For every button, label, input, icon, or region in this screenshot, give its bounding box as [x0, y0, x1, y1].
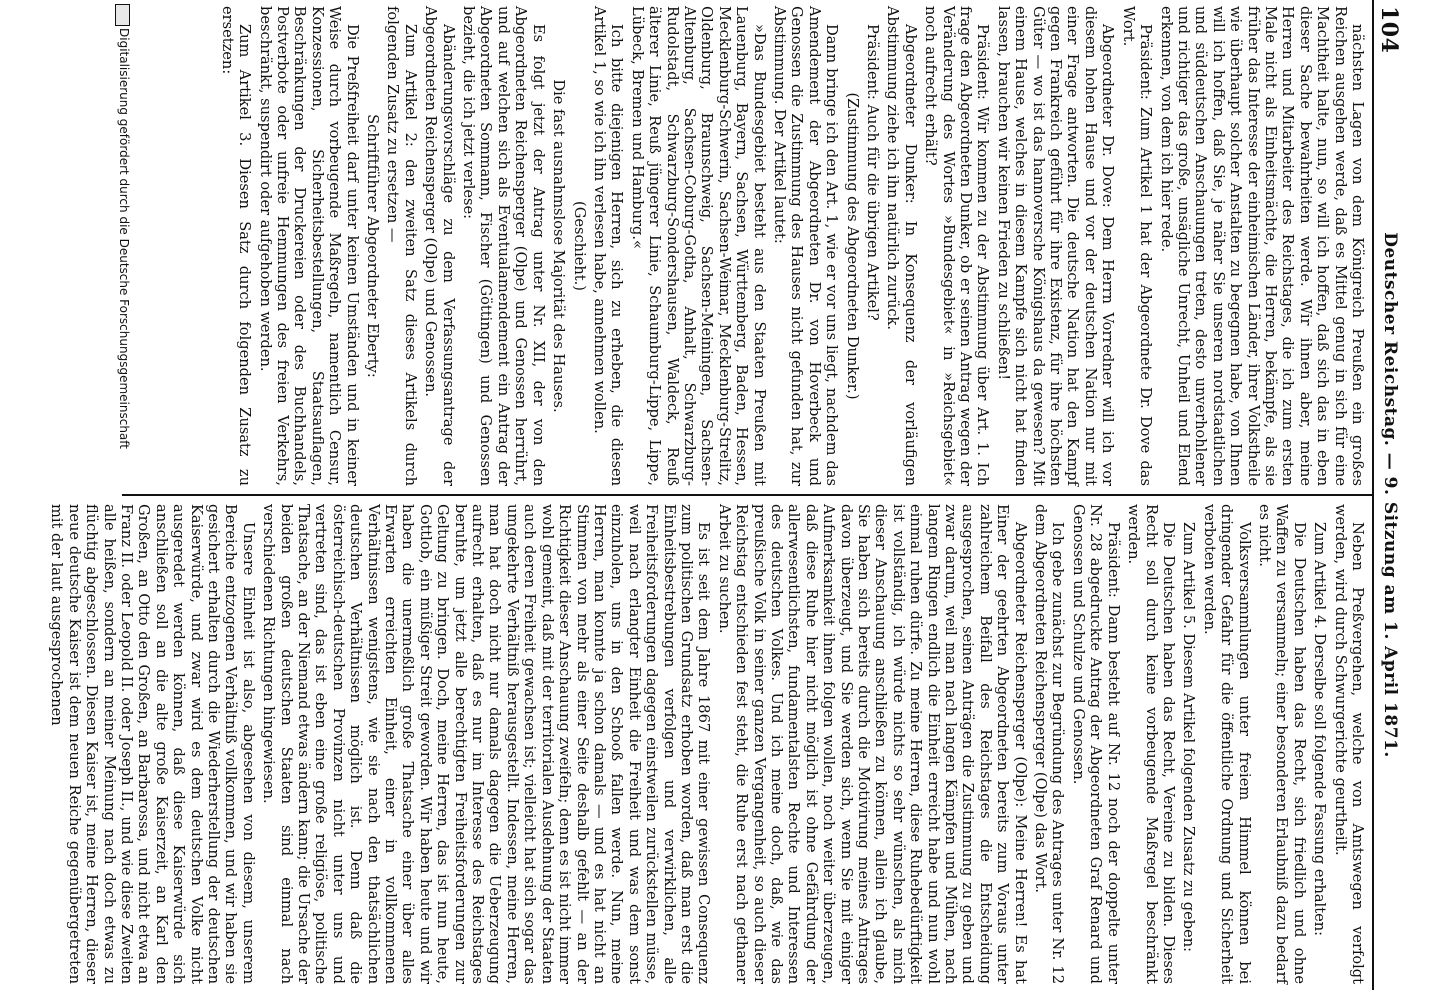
- paragraph: Unsere Einheit ist also, abgesehen von diesem, unserem Bereiche entzogenen Verhältniß vollkommen, und wir haben sie gesichert erhalten durch die Wiederherstellung der deutschen Kaiserwürde, und zwar wird es dem deutschen Volke nicht ausgeredet werden können, daß diese Kaiserwürde sich anschließen soll an die alte große Kaiserzeit, an Karl den Großen, an Otto den Großen, an Barbarossa, und nicht etwa an Franz II. oder Leopold II. oder Joseph II., und wie diese Zweiten alle heißen, sondern an meiner Meinung nach doch etwas zu flüchtig abgeschlossen. Diesen Kaiser ist, meine Herren, dieser neue deutsche Kaiser ist dem neuen Reiche gegenübergetreten mit der laut ausgesprochenen: [48, 504, 257, 984]
- paragraph: Die fast ausnahmslose Majorität des Hauses.: [550, 79, 568, 413]
- digitization-credit: Digitalisierung gefördert durch die Deutsche Forschungsgemeinschaft: [117, 28, 131, 450]
- paragraph: Abgeordneter Dr. Dove: Dem Herrn Vorredner will ich vor diesem hohen Hause und vor der deutschen Nation nur mit einer Frage antworten. Die deutsche Nation hat den Kampf gegen Frankreich geführt für ihre Existenz, für ihre höchsten Güter — wo ist das hannoversche Königshaus da gewesen? Mit einem Hause, welches in diesem Kampfe sich nicht hat finden lassen, brauchen wir keinen Frieden zu schließen!: [994, 6, 1117, 486]
- paragraph: Dann bringe ich den Art. 1, wie er vor uns liegt, nachdem das Amendement der Abgeordneten Dr. von Hoverbeck und Genossen die Zustimmung des Hauses nicht gefunden hat, zur Abstimmung. Der Artikel lautet:: [771, 6, 841, 486]
- paragraph: Abänderungsvorschläge zu dem Verfassungsantrage der Abgeordneten Reichensperger (Olpe) und Genossen.: [422, 6, 457, 486]
- digitization-footer: [112, 0, 132, 990]
- paragraph: Zum Artikel 5. Diesem Artikel folgenden Zusatz zu geben:: [1180, 522, 1198, 953]
- paragraph: Die Preßfreiheit darf unter keinen Umständen und in keiner Weise durch vorbeugende Maßregeln, namentlich Censur, Konzessionen, Sicherheitsbestellungen, Staatsauflagen, Beschränkungen der Druckereien oder des Buchhandels, Postverbote oder unfreie Hemmungen des freien Verkehrs, beschränkt, suspendirt oder aufgehoben werden.: [256, 6, 361, 486]
- dfg-logo: [115, 4, 130, 26]
- paragraph: Volksversammlungen unter freiem Himmel können bei dringender Gefahr für die öffentliche Ordnung und Sicherheit verboten werden.: [1200, 504, 1253, 984]
- page-number: 104: [1376, 6, 1402, 54]
- column-divider: [122, 494, 1374, 496]
- paragraph: nächsten Lagen von dem Königreich Preußen ein großes Reichen ausgehen werde, daß es Mittel genug in sich für eine Machtheit halte, nun, so will ich hoffen, daß sich das in eben dieser Sache bewahrheiten werde. Wir ihnen aber, meine Herren und Mitarbeiter des Reichstages, die ich zum ersten Male nicht als Einheitsmächte, die Herren, bekämpfe, als sie früher das Interesse der einheimischen Länder, ihrer Volkstheile wie überhaupt solcher Anstalten zu begegnen habe, von Ihnen will ich hoffen, daß Sie, je näher Sie unseren nordstaatlichen und süddeutschen Anschauungen treten, desto unverhohlener und richtiger das große, unsägliche Unrecht, Unheil und Elend erkennen, von dem ich hier rede.: [1157, 6, 1366, 486]
- paragraph: Präsident: Dann besteht auf Nr. 12 noch der doppelte unter Nr. 28 abgedruckte Antrag der Abgeordneten Graf Renard und Genossen und Schulze und Genossen.: [1069, 504, 1122, 984]
- paragraph: Präsident: Zum Artikel 1 hat der Abgeordnete Dr. Dove das Wort.: [1119, 6, 1155, 486]
- paragraph: Die Deutschen haben das Recht, sich friedlich und ohne Waffen zu versammeln; einer besonderen Erlaubniß dazu bedarf es nicht.: [1255, 504, 1308, 984]
- page-running-title: Deutscher Reichstag. — 9. Sitzung am 1. April 1871.: [1380, 232, 1400, 758]
- page-header: [1374, 0, 1404, 990]
- paragraph: Es folgt jetzt der Antrag unter Nr. XII, der von den Abgeordneten Reichensperger (Olpe) und Genossen herrührt, und auf welchen sich als Eventualamendement ein Antrag der Abgeordneten Sommann, Fischer (Göttingen) und Genossen bezieht, die ich jetzt verlese:: [460, 6, 547, 486]
- paragraph: Präsident: Wir kommen zu der Abstimmung über Art. 1. Ich frage den Abgeordneten Dunker, ob er seinen Antrag wegen der Veränderung des Wortes »Bundesgebiet« in »Reichsgebiet« noch aufrecht erhält?: [922, 6, 992, 486]
- paragraph: Schriftführer Abgeordneter Eberty:: [364, 114, 382, 378]
- paragraph: Abgeordneter Dunker: In Konsequenz der vorläufigen Abstimmung ziehe ich ihn natürlich zurück.: [884, 6, 919, 486]
- paragraph: Die Deutschen haben das Recht, Vereine zu bilden. Dieses Recht soll durch keine vorbeugende Maßregel beschränkt werden.: [1125, 504, 1177, 984]
- paragraph: Es ist seit dem Jahre 1867 mit einer gewissen Consequenz zum politischen Grundsatz erhoben worden, daß man erst die Einheitsbestrebungen verfolgen und verwirklichen, alle Freiheitsforderungen dagegen einstweilen zurückstellen müsse, weil nach erlangter Einheit die Freiheit und was dem sonst einzuholen, uns in den Schooß fallen werde. Nun, meine Herren, man konnte ja schon damals — und es hat nicht an Stimmen von mehr als einer Seite deshalb gefehlt — an der Richtigkeit dieser Anschauung zweifeln; denn es ist nicht immer wohl gemeint, daß mit der territorialen Ausdehnung der Staaten auch deren Freiheit gewachsen ist; vielleicht hat sich sogar das umgekehrte Verhältniß herausgestellt. Indessen, meine Herren, man hat doch nicht nur damals dagegen die Ueberzeugung aufrecht erhalten, daß es nur im Interesse des Reichstages beruhte, um jetzt alle berechtigten Freiheitsforderungen zur Geltung zu bringen. Doch, meine Herren, das ist nun heute, Gottlob, ein müßiger Streit geworden. Wir haben heute und wir haben die unermeßlich große Thatsache einer über alles Erwarten erreichten Einheit, einer in vollkommenen Verhältnissen wenigstens, wie sie nach den thatsächlichen deutschen Verhältnissen möglich ist. Denn daß die österreichisch-deutschen Provinzen nicht unter uns und vertreten sind, das ist eben eine große religiöse, politische Thatsache, an der Niemand etwas ändern kann; die Ursache der beiden großen deutschen Staaten sind einmal nach verschiedenen Richtungen hingewiesen.: [260, 504, 713, 984]
- paragraph: Zum Artikel 4. Derselbe soll folgende Fassung erhalten:: [1311, 522, 1329, 937]
- paragraph: Zum Artikel 3. Diesen Satz durch folgenden Zusatz zu ersetzen:: [218, 6, 254, 486]
- paragraph: (Geschieht.): [570, 201, 588, 291]
- paragraph: Präsident: Auch für die übrigen Artikel?: [864, 24, 882, 321]
- paragraph: Zum Artikel 2: den zweiten Satz dieses Artikels durch folgenden Zusatz zu ersetzen —: [384, 6, 419, 486]
- left-column: [126, 6, 1366, 486]
- paragraph: »Das Bundesgebiet besteht aus den Staaten Preußen mit Lauenburg, Bayern, Sachsen, Württemberg, Baden, Hessen, Mecklenburg-Schwerin, Sachsen-Weimar, Mecklenburg-Strelitz, Oldenburg, Braunschweig, Sachsen-Meiningen, Sachsen-Altenburg, Sachsen-Coburg-Gotha, Anhalt, Schwarzburg-Rudolstadt, Schwarzburg-Sondershausen, Waldeck, Reuß älterer Linie, Reuß jüngerer Linie, Schaumburg-Lippe, Lippe, Lübeck, Bremen und Hamburg.«: [628, 6, 768, 486]
- right-column: [48, 504, 1366, 984]
- paragraph: Ich bitte diejenigen Herren, sich zu erheben, die diesen Artikel 1, so wie ich ihn verlesen habe, annehmen wollen.: [590, 6, 626, 486]
- paragraph: (Zustimmung des Abgeordneten Dunker.): [843, 92, 861, 400]
- paragraph: Abgeordneter Reichensperger (Olpe): Meine Herren! Es hat Einer der geehrten Abgeordneten bereits zum Voraus unter zahlreichem Beifall des Reichstages die Entscheidung ausgesprochen, seinen Anträgen die Zustimmung zu geben und zwar darum, weil man nach langen Kämpfen und Mühen, nach langem Ringen endlich die Einheit erreicht habe und nun wohl einmal ruhen dürfe. Zu meine Herren, diese Ruhebedürftigkeit ist vollständig, ich würde nichts so sehr wünschen, als mich dieser Anschauung anschließen zu können, allein ich glaube, Sie haben sich bereits durch die Motivirung meines Antrages davon überzeugt, und Sie werden sich, wenn Sie mit einiger Aufmerksamkeit ihnen folgen wollen, noch weiter überzeugen, daß diese Ruhe hier nicht möglich ist ohne Gefährdung der allerwesentlichsten, fundamentalsten Rechte und Interessen des deutschen Volkes. Und ich meine doch, daß, wie das preußische Volk in seiner ganzen Vergangenheit, so auch dieser Reichstag entschieden fest steht, die Ruhe erst nach gethaner Arbeit zu suchen.: [715, 504, 1029, 984]
- paragraph: Ich gebe zunächst zur Begründung des Antrages unter Nr. 12 dem Abgeordneten Reichensperger (Olpe) das Wort.: [1032, 504, 1067, 984]
- scanned-page: [48, 0, 1410, 990]
- paragraph: Neben Preßvergehen, welche von Amtswegen verfolgt werden, wird durch Schwurgerichte geurtheilt.: [1331, 504, 1366, 984]
